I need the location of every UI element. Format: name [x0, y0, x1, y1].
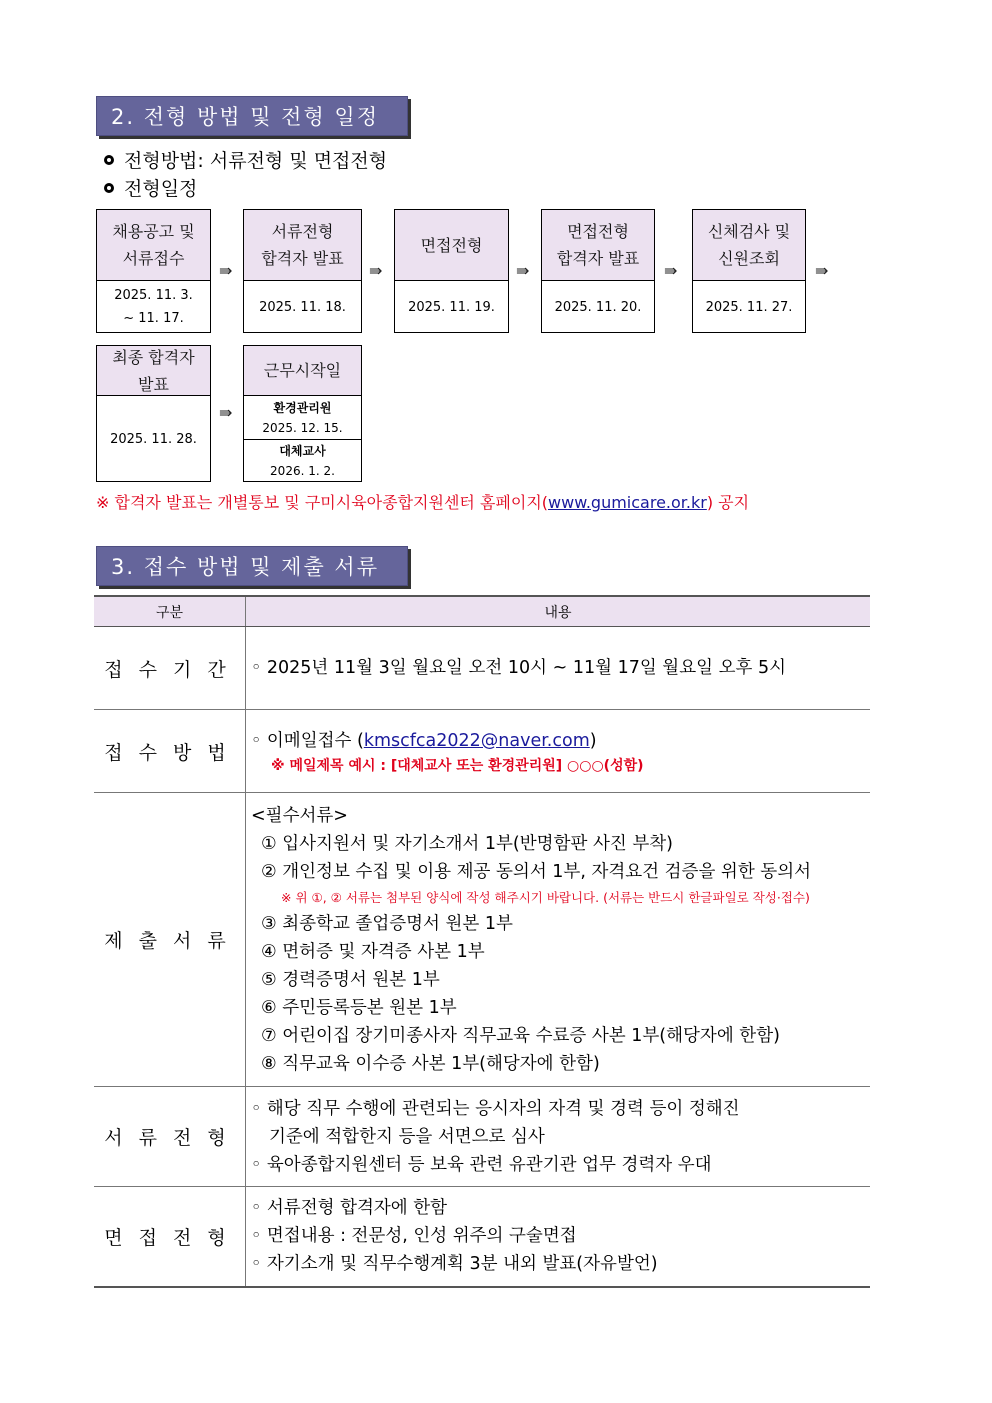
arrow-icon: ⇛ — [219, 403, 233, 422]
row-label-screening: 서류전형 — [94, 1087, 246, 1187]
row-label-period: 접수기간 — [94, 627, 246, 710]
row-label-docs: 제출서류 — [94, 793, 246, 1087]
docs-header: <필수서류> — [251, 805, 348, 826]
step-date: 2025. 11. 27. — [705, 299, 793, 315]
method-text: ◦ 이메일접수 (kmscfca2022@naver.com) — [251, 731, 597, 751]
interview-line: ◦ 자기소개 및 직무수행계획 3분 내외 발표(자유발언) — [251, 1254, 658, 1275]
table-row — [94, 710, 870, 793]
start-date-substitute: 대체교사 2026. 1. 2. — [244, 439, 361, 482]
arrow-icon: ⇛ — [369, 261, 383, 280]
period-text: ◦ 2025년 11월 3일 월요일 오전 10시 ~ 11월 17일 월요일 오후 5시 — [251, 658, 786, 678]
doc-item: ① 입사지원서 및 자기소개서 1부(반명함판 사진 부착) — [261, 833, 673, 854]
interview-line: ◦ 면접내용 : 전문성, 인성 위주의 구술면접 — [251, 1226, 577, 1247]
docs-note: ※ 위 ①, ② 서류는 첨부된 양식에 작성 해주시기 바랍니다. (서류는 반드시 한글파일로 작성·접수) — [281, 889, 810, 905]
bullet-circle-icon — [104, 183, 114, 193]
step-head: 신체검사 및 신원조회 — [693, 210, 805, 281]
doc-item: ② 개인정보 수집 및 이용 제공 동의서 1부, 자격요건 검증을 위한 동의서 — [261, 861, 812, 882]
schedule-line: 전형일정 — [104, 174, 197, 201]
col-header-category: 구분 — [94, 596, 246, 627]
row-label-method: 접수방법 — [94, 710, 246, 793]
section-title-2: 2. 전형 방법 및 전형 일정 — [96, 96, 408, 136]
step-final-result — [96, 345, 211, 482]
step-date: 2025. 11. 20. — [554, 299, 642, 315]
bullet-circle-icon — [104, 155, 114, 165]
homepage-link[interactable]: www.gumicare.or.kr — [548, 493, 707, 512]
step-start-date — [243, 345, 362, 482]
step-head: 서류전형 합격자 발표 — [244, 210, 361, 281]
step-head: 근무시작일 — [244, 346, 361, 396]
step-document-result — [243, 209, 362, 333]
table-row — [94, 1187, 870, 1287]
doc-item: ⑥ 주민등록등본 원본 1부 — [261, 997, 457, 1018]
start-date-env: 환경관리원 2025. 12. 15. — [262, 400, 343, 435]
step-interview — [394, 209, 509, 333]
screening-line: 기준에 적합한지 등을 서면으로 심사 — [269, 1126, 545, 1147]
step-head: 면접전형 — [395, 210, 508, 281]
doc-item: ⑦ 어린이집 장기미종사자 직무교육 수료증 사본 1부(해당자에 한함) — [261, 1025, 780, 1046]
email-link[interactable]: kmscfca2022@naver.com — [363, 731, 590, 751]
doc-item: ④ 면허증 및 자격증 사본 1부 — [261, 941, 485, 962]
row-label-interview: 면접전형 — [94, 1187, 246, 1287]
doc-item: ⑤ 경력증명서 원본 1부 — [261, 969, 440, 990]
section-title-3: 3. 접수 방법 및 제출 서류 — [96, 546, 408, 586]
method-line: 전형방법: 서류전형 및 면접전형 — [104, 146, 387, 173]
step-application — [96, 209, 211, 333]
arrow-icon: ⇛ — [664, 261, 678, 280]
screening-line: ◦ 해당 직무 수행에 관련되는 응시자의 자격 및 경력 등이 정해진 — [251, 1098, 740, 1119]
step-date: 2025. 11. 28. — [110, 431, 197, 447]
step-interview-result — [541, 209, 655, 333]
step-head: 최종 합격자 발표 — [97, 346, 210, 396]
notice-text: ※ 합격자 발표는 개별통보 및 구미시육아종합지원센터 홈페이지(www.gumicare.or.kr) 공지 — [96, 493, 750, 512]
interview-line: ◦ 서류전형 합격자에 한함 — [251, 1198, 448, 1219]
step-head: 면접전형 합격자 발표 — [542, 210, 654, 281]
step-date: 2025. 11. 19. — [408, 299, 495, 315]
table-row — [94, 793, 870, 1087]
screening-line: ◦ 육아종합지원센터 등 보육 관련 유관기관 업무 경력자 우대 — [251, 1154, 712, 1175]
table-row — [94, 1087, 870, 1187]
step-date: 2025. 11. 3. ~ 11. 17. — [114, 288, 193, 326]
requirements-table — [94, 595, 870, 1288]
doc-item: ③ 최종학교 졸업증명서 원본 1부 — [261, 913, 513, 934]
step-physical-check — [692, 209, 806, 333]
step-date: 2025. 11. 18. — [259, 299, 346, 315]
arrow-icon: ⇛ — [516, 261, 530, 280]
step-head: 채용공고 및 서류접수 — [97, 210, 210, 281]
email-subject-note: ※ 메일제목 예시 : [대체교사 또는 환경관리원] ○○○(성함) — [271, 758, 644, 774]
table-row — [94, 627, 870, 710]
arrow-icon: ⇛ — [219, 261, 233, 280]
arrow-icon: ⇛ — [815, 261, 829, 280]
col-header-content: 내용 — [246, 596, 871, 627]
doc-item: ⑧ 직무교육 이수증 사본 1부(해당자에 한함) — [261, 1053, 600, 1074]
